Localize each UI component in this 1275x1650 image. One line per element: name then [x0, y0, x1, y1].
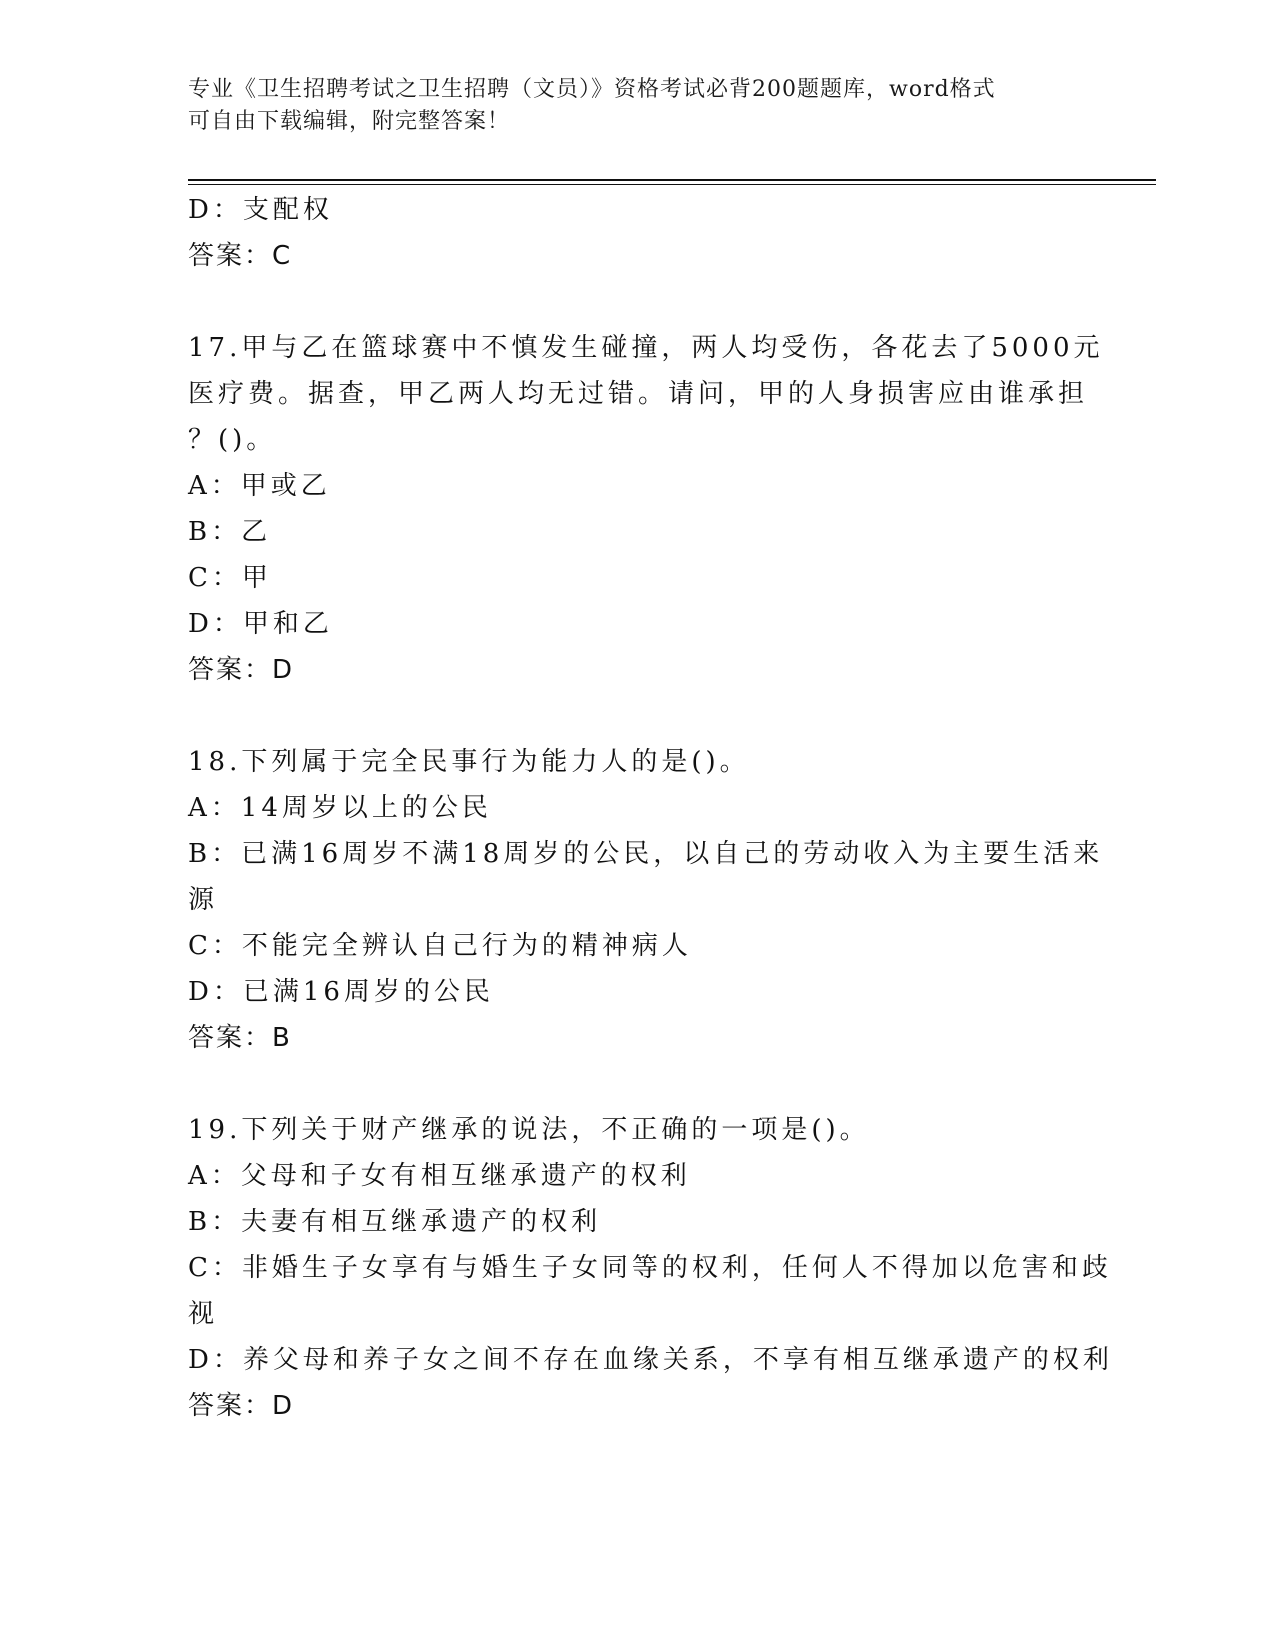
option-c: C：甲	[188, 563, 272, 593]
question-stem-line-1: 19.下列关于财产继承的说法，不正确的一项是()。	[188, 1115, 870, 1145]
answer-line: 答案：C	[188, 241, 293, 271]
question-stem-line-1: 17.甲与乙在篮球赛中不慎发生碰撞，两人均受伤，各花去了5000元	[188, 333, 1104, 363]
option-c: C：不能完全辨认自己行为的精神病人	[188, 931, 692, 961]
question-stem-line-3: ？()。	[188, 425, 277, 455]
option-b-line-2: 源	[188, 885, 219, 915]
option-a: A：甲或乙	[188, 471, 331, 501]
option-a: A：14周岁以上的公民	[188, 793, 492, 823]
option-d: D：养父母和养子女之间不存在血缘关系，不享有相互继承遗产的权利	[188, 1345, 1113, 1375]
spacer	[188, 693, 1088, 739]
question-stem-line-2: 医疗费。据查，甲乙两人均无过错。请问，甲的人身损害应由谁承担	[188, 379, 1089, 409]
question-19	[188, 1107, 1113, 1429]
option-b: B：夫妻有相互继承遗产的权利	[188, 1207, 602, 1237]
answer-line: 答案：B	[188, 1023, 292, 1053]
header-divider-thin	[188, 184, 1156, 185]
question-stem-line-1: 18.下列属于完全民事行为能力人的是()。	[188, 747, 750, 777]
answer-line: 答案：D	[188, 1391, 295, 1421]
option-d: D：甲和乙	[188, 609, 333, 639]
page-header	[188, 74, 1068, 138]
option-d: D：已满16周岁的公民	[188, 977, 494, 1007]
spacer	[188, 279, 1088, 325]
header-title-line-1: 专业《卫生招聘考试之卫生招聘（文员）》资格考试必背200题题库，word格式	[188, 77, 996, 102]
option-b-line-1: B：已满16周岁不满18周岁的公民，以自己的劳动收入为主要生活来	[188, 839, 1104, 869]
answer-line: 答案：D	[188, 655, 295, 685]
spacer	[188, 1061, 1088, 1107]
option-a: A：父母和子女有相互继承遗产的权利	[188, 1161, 691, 1191]
header-divider-thick	[188, 179, 1156, 181]
header-title-line-2: 可自由下载编辑，附完整答案！	[188, 109, 511, 134]
option-c-line-1: C：非婚生子女享有与婚生子女同等的权利，任何人不得加以危害和歧	[188, 1253, 1112, 1283]
option-c-line-2: 视	[188, 1299, 219, 1329]
option-b: B：乙	[188, 517, 272, 547]
option-d: D：支配权	[188, 195, 333, 225]
question-17	[188, 325, 1104, 693]
question-16-tail	[188, 187, 1088, 279]
document-body	[188, 187, 1113, 1429]
question-18	[188, 739, 1104, 1061]
